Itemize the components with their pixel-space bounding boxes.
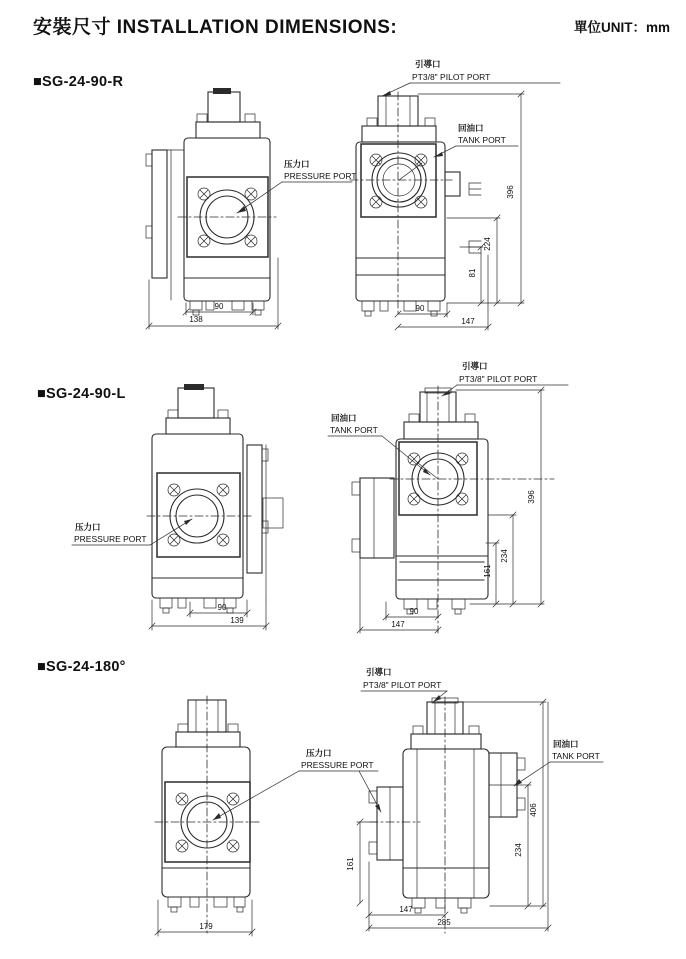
side-view-sg-24-180: [369, 697, 525, 933]
pilot-port-label-en: PT3/8" PILOT PORT: [412, 72, 491, 82]
tank-port-label-cn: 回油口: [331, 413, 357, 423]
dimensions-sg-24-90-l: [149, 387, 544, 633]
dim-face-width: 179: [199, 922, 213, 931]
tank-port-label-en: TANK PORT: [330, 425, 378, 435]
front-view-sg-24-90-l: [352, 386, 554, 633]
dim-front-width: 90: [409, 607, 419, 616]
tank-port-label: [514, 739, 603, 786]
side-view-sg-24-90-r: [146, 88, 276, 315]
dim-height-mid: 234: [514, 843, 523, 857]
model-label-sg-24-90-l: ■SG-24-90-L: [37, 386, 126, 402]
dim-bottom-mid: 147: [399, 905, 413, 914]
pilot-port-label: [382, 59, 560, 96]
tank-port-label: [434, 123, 518, 157]
dim-front-overall: 147: [461, 317, 475, 326]
drawing-sg-24-90-r: [0, 50, 686, 350]
pilot-port-label-en: PT3/8" PILOT PORT: [363, 680, 442, 690]
pilot-port-label-cn: 引導口: [415, 59, 441, 69]
dim-height-mid: 224: [483, 237, 492, 251]
pressure-port-label: [237, 159, 357, 213]
dim-front-width: 90: [415, 304, 425, 313]
pressure-port-label-en: PRESSURE PORT: [74, 534, 147, 544]
dim-front-overall: 147: [391, 620, 405, 629]
dim-height-mid: 234: [500, 549, 509, 563]
dim-bottom-overall: 285: [437, 918, 451, 927]
dim-height-lower: 81: [468, 268, 477, 278]
pressure-port-label: [72, 519, 192, 545]
tank-port-label-cn: 回油口: [553, 739, 579, 749]
unit-label: 單位UNIT：mm: [573, 20, 670, 35]
pilot-port-label-cn: 引導口: [366, 667, 392, 677]
dim-height-lower: 161: [483, 564, 492, 578]
model-label-sg-24-180: ■SG-24-180°: [37, 659, 126, 675]
tank-port-label-en: TANK PORT: [458, 135, 506, 145]
model-label-sg-24-90-r: ■SG-24-90-R: [33, 74, 124, 90]
drawing-sg-24-90-l: [0, 355, 686, 655]
dim-side-width: 90: [217, 603, 227, 612]
page-title: 安裝尺寸 INSTALLATION DIMENSIONS:: [33, 17, 398, 38]
dim-height-overall: 396: [527, 490, 536, 504]
pilot-port-label: [442, 361, 568, 396]
dim-side-overall: 139: [230, 616, 244, 625]
pilot-port-label-cn: 引導口: [462, 361, 488, 371]
pressure-port-label-cn: 压力口: [75, 522, 101, 532]
front-view-sg-24-180: [155, 696, 262, 936]
pilot-port-label: [361, 667, 447, 702]
dim-side-width: 90: [214, 302, 224, 311]
pressure-port-label-cn: 压力口: [284, 159, 310, 169]
tank-port-label-cn: 回油口: [458, 123, 484, 133]
dim-side-overall: 138: [189, 315, 203, 324]
dim-height-overall: 406: [529, 803, 538, 817]
dim-height-overall: 396: [506, 185, 515, 199]
side-view-sg-24-90-l: [147, 384, 283, 613]
tank-port-label-en: TANK PORT: [552, 751, 600, 761]
pressure-port-label-cn: 压力口: [306, 748, 332, 758]
pressure-port-label-en: PRESSURE PORT: [284, 171, 357, 181]
dim-height-lower: 161: [346, 857, 355, 871]
pressure-port-label: [213, 748, 381, 820]
pressure-port-label-en: PRESSURE PORT: [301, 760, 374, 770]
pilot-port-label-en: PT3/8" PILOT PORT: [459, 374, 538, 384]
drawing-sg-24-180: [0, 655, 686, 959]
